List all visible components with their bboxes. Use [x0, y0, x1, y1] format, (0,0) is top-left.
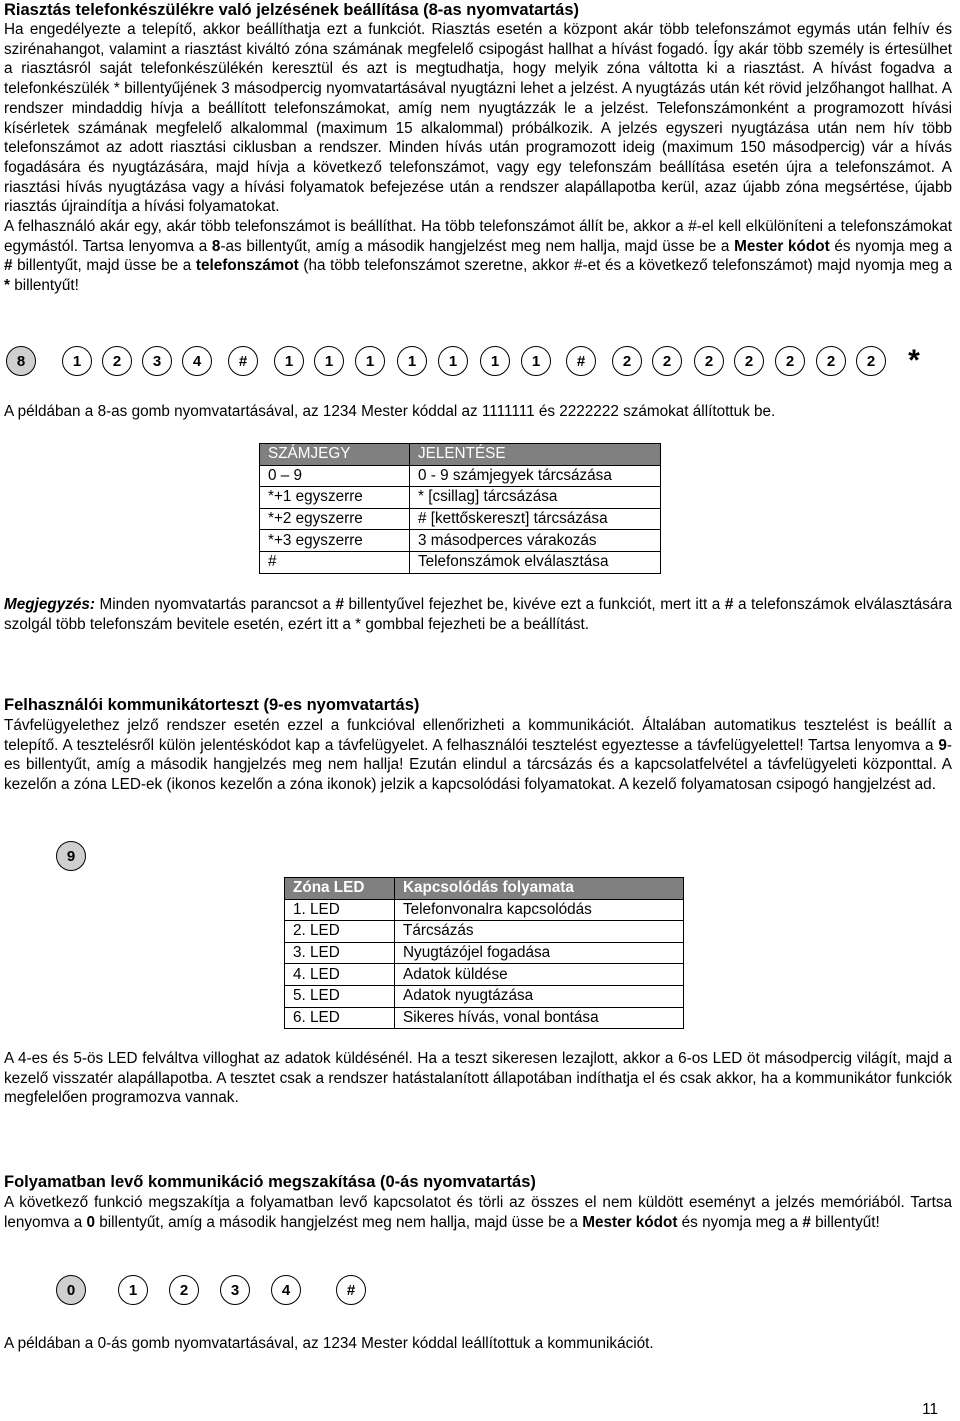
text-run: és nyomja meg a [677, 1213, 803, 1231]
table-header: JELENTÉSE [410, 444, 661, 466]
table-row [285, 899, 684, 921]
key-sequence-8 [6, 346, 946, 380]
keypad-key-1: 1 [62, 346, 92, 376]
table-row [260, 487, 661, 509]
keypad-key-9: 9 [56, 841, 86, 871]
bold-run: # [335, 596, 344, 613]
section-8-example: A példában a 8-as gomb nyomvatartásával, az 1234 Mester kóddal az 1111111 és 2222222 számokat állítottuk be. [4, 403, 776, 420]
table-cell: 3 másodperces várakozás [410, 530, 661, 552]
keypad-key-2: 2 [102, 346, 132, 376]
keypad-key-2: 2 [816, 346, 846, 376]
table-row [260, 508, 661, 530]
bold-run: # [802, 1213, 811, 1231]
table-cell: Tárcsázás [395, 921, 684, 943]
section-8-instructions [4, 217, 952, 296]
table-cell: # [260, 551, 410, 573]
keypad-key-2: 2 [775, 346, 805, 376]
table-row [285, 942, 684, 964]
keypad-key-hash: # [228, 346, 258, 376]
table-cell: 3. LED [285, 942, 395, 964]
table-cell: *+2 egyszerre [260, 508, 410, 530]
text-run: billentyűt! [810, 1213, 880, 1231]
table-cell: 4. LED [285, 964, 395, 986]
bold-run: Mester kódot [734, 237, 830, 255]
bold-run: * [4, 277, 10, 295]
table-cell: Telefonszámok elválasztása [410, 551, 661, 573]
keypad-key-8: 8 [6, 346, 36, 376]
keypad-key-3: 3 [220, 1275, 250, 1305]
text-run: billentyűvel fejezhet be, kivéve ezt a funkciót, mert itt a [343, 596, 725, 613]
table-cell: 6. LED [285, 1007, 395, 1029]
text-run: -as billentyűt, amíg a második hangjelzést meg nem hallja, majd üsse be a [220, 237, 735, 255]
table-header: Zóna LED [285, 878, 395, 900]
table-cell: Telefonvonalra kapcsolódás [395, 899, 684, 921]
keypad-key-1: 1 [521, 346, 551, 376]
bold-run: 9 [938, 736, 947, 754]
key-sequence-0 [56, 1275, 376, 1309]
text-run: billentyűt! [9, 277, 79, 295]
keypad-key-hash: # [566, 346, 596, 376]
keypad-key-hash: # [336, 1275, 366, 1305]
table-row [260, 465, 661, 487]
text-run: A következő funkció megszakítja a folyamatban levő kapcsolatot és törli az összes el nem küldött eseményt a jelzés memóriából. Tartsa lenyomva a [4, 1194, 952, 1231]
keypad-key-star: * [899, 346, 929, 376]
section-8-title: Riasztás telefonkészülékre való jelzésének beállítása (8-as nyomvatartás) [4, 1, 580, 19]
keypad-key-1: 1 [274, 346, 304, 376]
table-row [285, 1007, 684, 1029]
table-cell: Adatok küldése [395, 964, 684, 986]
bold-run: # [4, 257, 13, 275]
table-row [285, 921, 684, 943]
bold-run: telefonszámot [195, 257, 299, 275]
table-cell: 2. LED [285, 921, 395, 943]
table-row [260, 530, 661, 552]
table-header: SZÁMJEGY [260, 444, 410, 466]
keypad-key-4: 4 [271, 1275, 301, 1305]
keypad-key-1: 1 [314, 346, 344, 376]
bold-run: 0 [86, 1213, 95, 1231]
keypad-key-1: 1 [480, 346, 510, 376]
table-header-row [285, 878, 684, 900]
table-cell: *+1 egyszerre [260, 487, 410, 509]
section-9-after-paragraph: A 4-es és 5-ös LED felváltva villoghat az adatok küldésénél. Ha a teszt sikeresen lezajlott, akkor a 6-os LED öt másodpercig világít, majd a kezelő visszatér alapállapotba. A tesztet csak a rendszer hatástalanított állapotában indíthatja el és csak akkor, ha a kommunikátor funkciók megfelelően programozva vannak. [4, 1050, 952, 1107]
table-row [260, 551, 661, 573]
keypad-key-2: 2 [856, 346, 886, 376]
text-run: Minden nyomvatartás parancsot a [94, 596, 336, 613]
section-9-title: Felhasználói kommunikátorteszt (9-es nyomvatartás) [4, 696, 420, 714]
text-run: -es billentyűt, amíg a második hangjelzés meg nem hallja! Ezután elindul a tárcsázás és a kapcsolatfelvétel a távfelügyeleti központtal. A kezelőn a zóna LED-ek (ikonos kezelőn a zóna ikonok) jelzik a kapcsolódási folyamatokat. A kezelő folyamatosan csipogó hangjelzést ad. [4, 736, 952, 794]
table-row [285, 964, 684, 986]
bold-run: 8 [211, 237, 221, 255]
table-cell: 0 - 9 számjegyek tárcsázása [410, 465, 661, 487]
text-run: a telefonszámok elválasztására szolgál több telefonszám bevitele esetén, ezért itt a * gombbal fejezheti be a beállítást. [4, 596, 953, 633]
keypad-key-3: 3 [142, 346, 172, 376]
keypad-key-2: 2 [169, 1275, 199, 1305]
led-status-table [284, 877, 684, 1029]
note-label: Megjegyzés: [4, 596, 95, 613]
table-header-row [260, 444, 661, 466]
bold-run: Mester kódot [582, 1213, 678, 1231]
table-cell: *+3 egyszerre [260, 530, 410, 552]
text-run: billentyűt, majd üsse be a [12, 257, 196, 275]
section-9-paragraph [4, 716, 952, 795]
key-sequence-9 [56, 841, 96, 875]
text-run: és nyomja meg a [829, 237, 952, 255]
table-cell: 5. LED [285, 985, 395, 1007]
keypad-key-1: 1 [118, 1275, 148, 1305]
table-cell: * [csillag] tárcsázása [410, 487, 661, 509]
digit-meaning-table [259, 443, 661, 574]
section-0-title: Folyamatban levő kommunikáció megszakítása (0-ás nyomvatartás) [4, 1173, 536, 1191]
section-8-paragraph [4, 20, 952, 296]
table-header: Kapcsolódás folyamata [395, 878, 684, 900]
bold-run: # [724, 596, 734, 613]
keypad-key-2: 2 [734, 346, 764, 376]
section-8-intro: Ha engedélyezte a telepítő, akkor beállíthatja ezt a funkciót. Riasztás esetén a központ akár több telefonszámot egymás után felhív és szirénahangot, valamint a riasztást kiváltó zóna számának megfelelő csipogást hallhat a hívást fogadó. Így akár több személy is értesülhet a riasztásról saját telefonkészülékén keresztül és azt is megtudhatja, hogy melyik zóna váltotta ki a riasztást. A hívást fogadva a telefonkészülék * billentyűjének 3 másodpercig nyomvatartásával nyugtázni lehet a jelzést. A nyugtázás után két rövid jelzőhangot hallhat. A rendszer mindaddig hívja a beállított telefonszámokat, amíg nem nyugtázzák le a jelzést. Telefonszámonként a programozott hívási kísérletek számának megfelelő alkalommal (maximum 15 alkalommal) próbálkozik. A jelzés egyszeri nyugtázása után nem hív több telefonszámot az adott riasztási ciklusban a rendszer. Minden hívás után programozott ideig (maximum 150 másodpercig) vár a hívás fogadására és nyugtázására, majd hívja a következő telefonszámot, vagy egy telefonszám beállítása esetén újra a telefonszámot. A riasztási hívás nyugtázása vagy a hívási folyamatok befejezése után a rendszer alapállapotba kerül, azaz újabb zóna megsértése, újabb riasztás újraindítja a hívási folyamatokat. [4, 21, 952, 216]
note-paragraph [4, 595, 952, 634]
section-0-example: A példában a 0-ás gomb nyomvatartásával, az 1234 Mester kóddal leállítottuk a kommunikációt. [4, 1335, 654, 1352]
keypad-key-2: 2 [694, 346, 724, 376]
keypad-key-1: 1 [355, 346, 385, 376]
table-cell: # [kettőskereszt] tárcsázása [410, 508, 661, 530]
keypad-key-0: 0 [56, 1275, 86, 1305]
table-row [285, 985, 684, 1007]
text-run: (ha több telefonszámot szeretne, akkor #-et és a következő telefonszámot) majd nyomja meg a [298, 257, 952, 275]
table-cell: 1. LED [285, 899, 395, 921]
text-run: A felhasználó akár egy, akár több telefonszámot is beállíthat. Ha több telefonszámot állít be, akkor a #-el kell elkülöníteni a telefonszámokat egymástól. Tartsa lenyomva a [4, 218, 952, 255]
table-cell: Adatok nyugtázása [395, 985, 684, 1007]
page-number: 11 [922, 1401, 938, 1418]
keypad-key-4: 4 [182, 346, 212, 376]
keypad-key-2: 2 [652, 346, 682, 376]
section-0-paragraph [4, 1193, 952, 1232]
keypad-key-1: 1 [438, 346, 468, 376]
text-run: billentyűt, amíg a második hangjelzést meg nem hallja, majd üsse be a [95, 1213, 583, 1231]
keypad-key-2: 2 [612, 346, 642, 376]
table-cell: Sikeres hívás, vonal bontása [395, 1007, 684, 1029]
table-cell: 0 – 9 [260, 465, 410, 487]
table-cell: Nyugtázójel fogadása [395, 942, 684, 964]
keypad-key-1: 1 [397, 346, 427, 376]
text-run: Távfelügyelethez jelző rendszer esetén ezzel a funkcióval ellenőrizheti a kommunikációt. Általában automatikus tesztelést is beállít a telepítő. A tesztelésről külön jelentéskódot kap a távfelügyelet. A felhasználói tesztelést egyeztesse a távfelügyelettel! Tartsa lenyomva a [4, 717, 952, 754]
